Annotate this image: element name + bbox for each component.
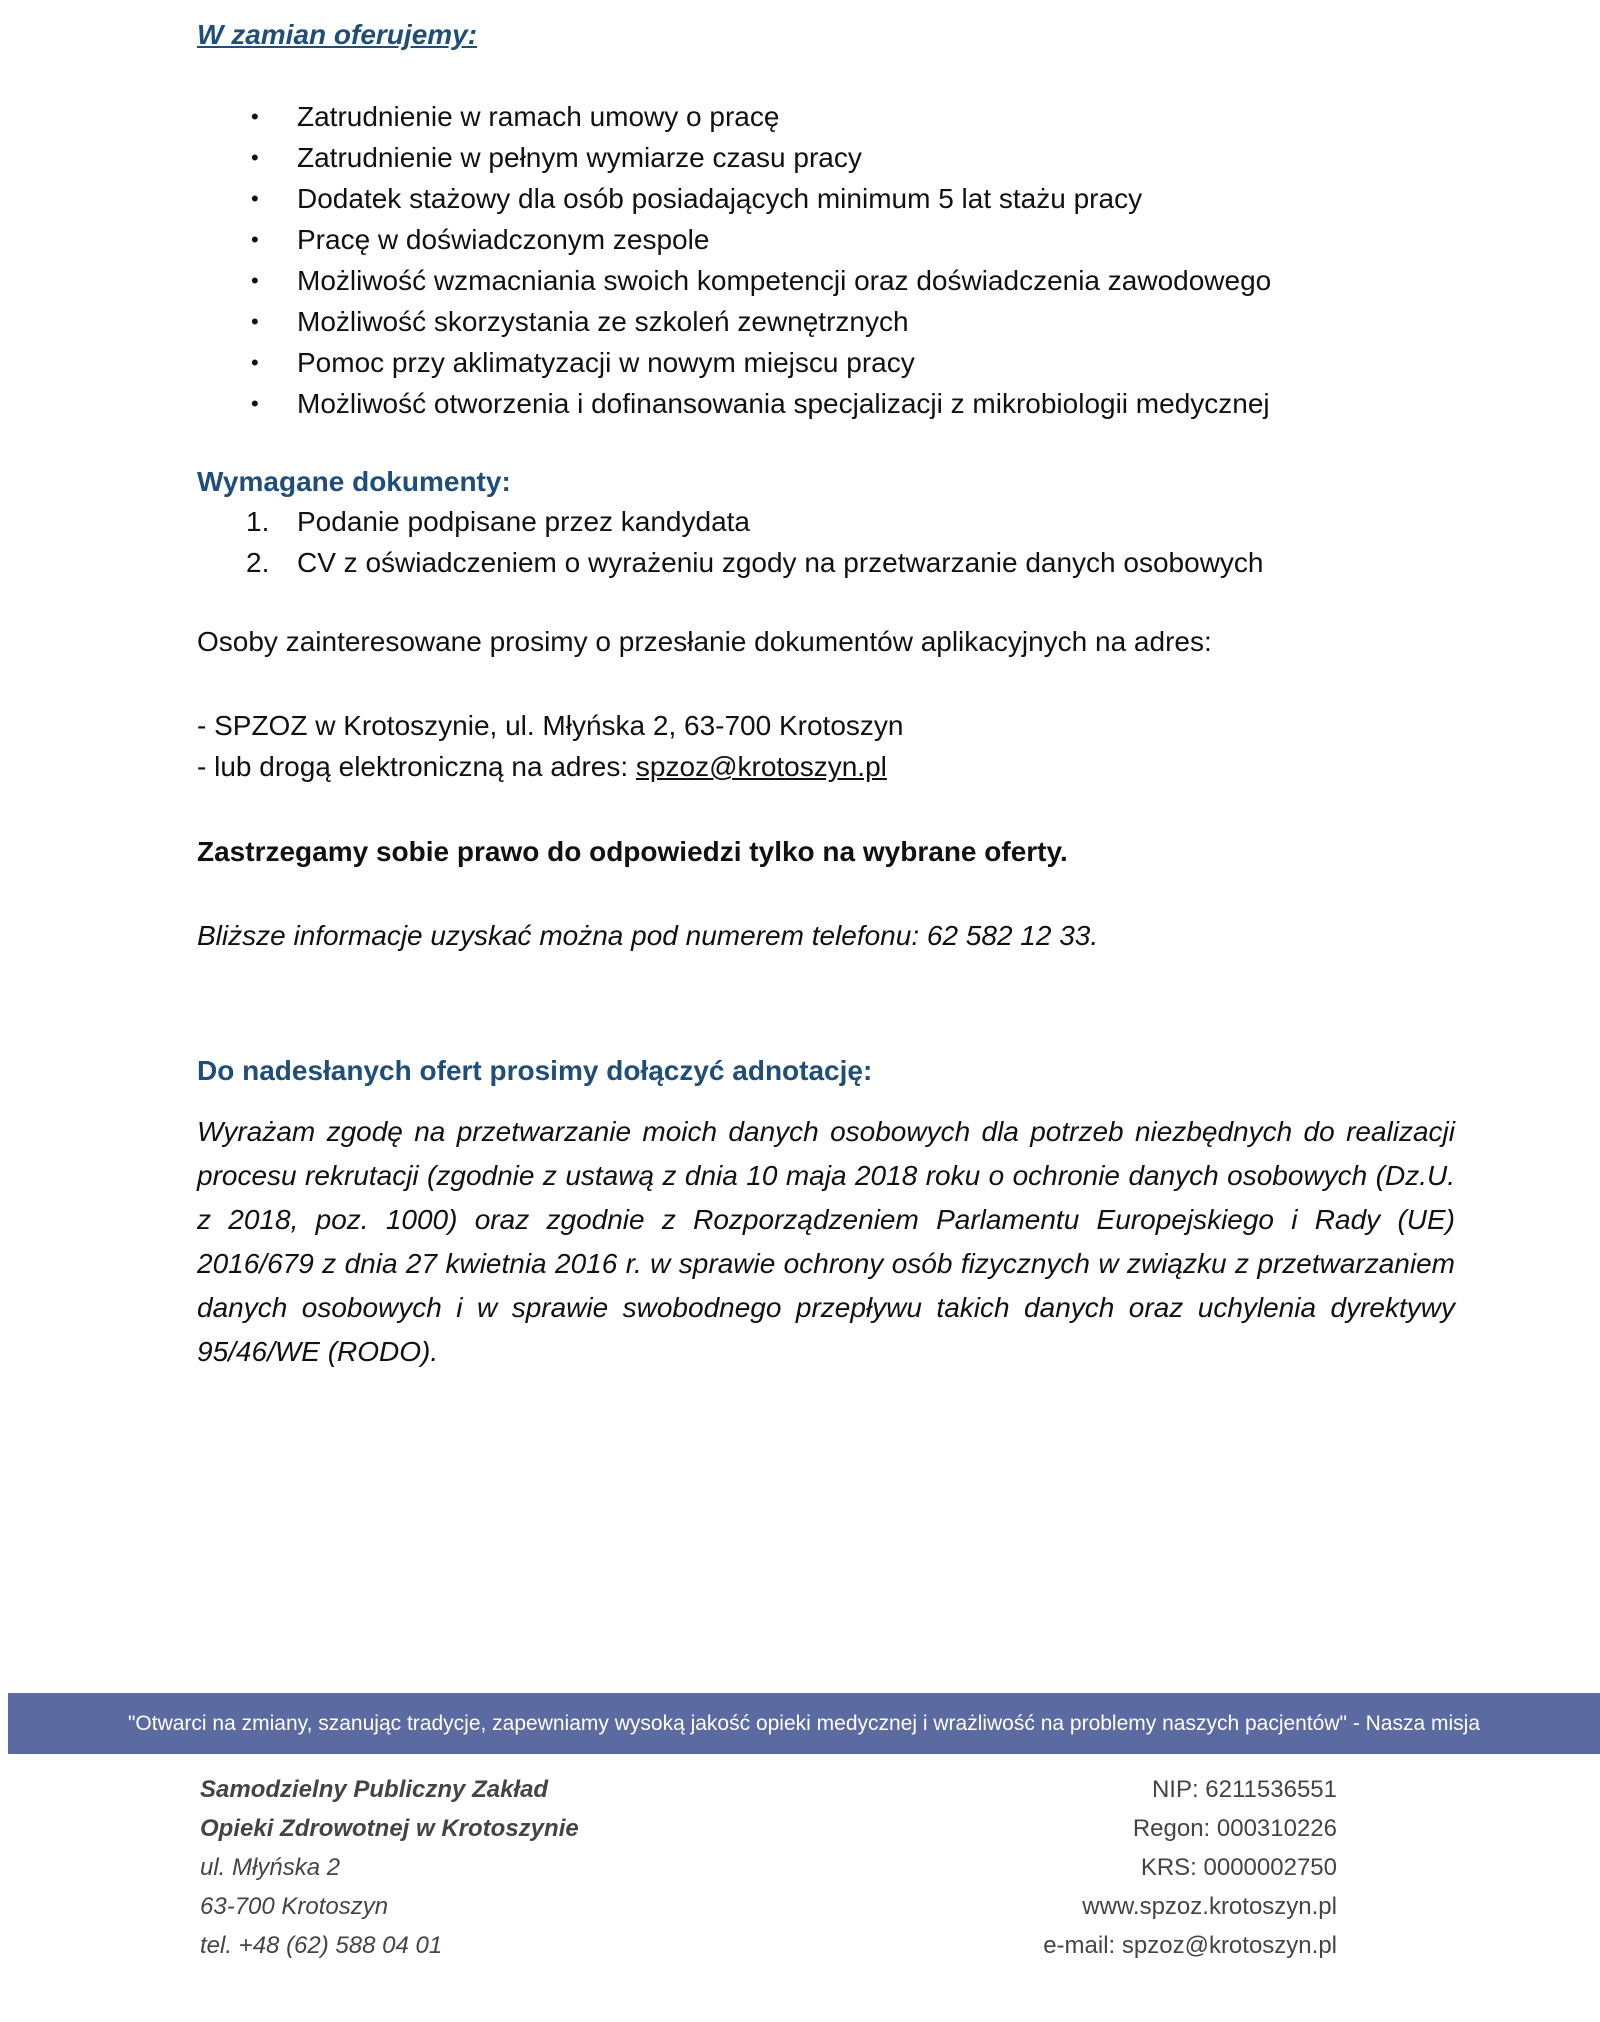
phone-info: Bliższe informacje uzyskać można pod numerem telefonu: 62 582 12 33. [197, 920, 1099, 951]
nip-number: NIP: 6211536551 [1151, 1776, 1337, 1803]
reserve-notice: Zastrzegamy sobie prawo do odpowiedzi tylko na wybrane oferty. [197, 836, 1068, 867]
item-number: 1. [246, 506, 270, 537]
document-text: Podanie podpisane przez kandydata [297, 506, 751, 537]
offer-text: Możliwość wzmacniania swoich kompetencji oraz doświadczenia zawodowego [297, 265, 1272, 296]
email-prefix: - lub drogą elektroniczną na adres: [197, 751, 636, 782]
list-item [0, 260, 1500, 301]
bullet-icon: • [251, 104, 259, 129]
bullet-icon: • [251, 268, 259, 293]
postal-address: - SPZOZ w Krotoszynie, ul. Młyńska 2, 63-700 Krotoszyn [197, 710, 904, 741]
documents-heading: Wymagane dokumenty: [197, 466, 511, 497]
offer-text: Dodatek stażowy dla osób posiadających minimum 5 lat stażu pracy [297, 183, 1143, 214]
item-number: 2. [246, 547, 270, 578]
offers-list [0, 96, 1500, 424]
list-item [0, 178, 1500, 219]
offers-heading: W zamian oferujemy: [197, 19, 478, 50]
org-city: 63-700 Krotoszyn [200, 1893, 389, 1920]
offer-text: Zatrudnienie w ramach umowy o pracę [297, 101, 780, 132]
annotation-heading: Do nadesłanych ofert prosimy dołączyć adnotację: [197, 1055, 873, 1086]
list-item [0, 219, 1500, 260]
mission-text: "Otwarci na zmiany, szanując tradycje, zapewniamy wysoką jakość opieki medycznej i wrażliwość na problemy naszych pacjentów" - Nasza misja [127, 1711, 1481, 1735]
application-intro: Osoby zainteresowane prosimy o przesłanie dokumentów aplikacyjnych na adres: [197, 626, 1212, 657]
consent-text: Wyrażam zgodę na przetwarzanie moich danych osobowych dla potrzeb niezbędnych do realizacji procesu rekrutacji (zgodnie z ustawą z dnia 10 maja 2018 roku o ochronie danych osobowych (Dz.U. z 2018, poz. 1000) oraz zgodnie z Rozporządzeniem Parlamentu Europejskiego i Rady (UE) 2016/679 z dnia 27 kwietnia 2016 r. w sprawie ochrony osób fizycznych w związku z przetwarzaniem danych osobowych i w sprawie swobodnego przepływu takich danych oraz uchylenia dyrektywy 95/46/WE (RODO). [197, 1116, 1455, 1367]
bullet-icon: • [251, 186, 259, 211]
list-item [0, 383, 1500, 424]
document-text: CV z oświadczeniem o wyrażeniu zgody na przetwarzanie danych osobowych [297, 547, 1264, 578]
website-link[interactable]: www.spzoz.krotoszyn.pl [1082, 1893, 1337, 1920]
regon-number: Regon: 000310226 [1132, 1815, 1337, 1842]
footer-registry-info [1043, 1770, 1337, 1965]
krs-number: KRS: 0000002750 [1140, 1854, 1337, 1881]
offer-text: Możliwość otworzenia i dofinansowania specjalizacji z mikrobiologii medycznej [297, 388, 1270, 419]
list-item [0, 501, 1500, 542]
bullet-icon: • [251, 309, 259, 334]
bullet-icon: • [251, 391, 259, 416]
list-item [0, 342, 1500, 383]
email-link[interactable]: spzoz@krotoszyn.pl [635, 751, 887, 782]
footer-email[interactable]: e-mail: spzoz@krotoszyn.pl [1043, 1932, 1337, 1959]
offer-text: Zatrudnienie w pełnym wymiarze czasu pracy [297, 142, 862, 173]
offer-text: Możliwość skorzystania ze szkoleń zewnętrznych [297, 306, 909, 337]
list-item [0, 137, 1500, 178]
bullet-icon: • [251, 350, 259, 375]
documents-list [0, 501, 1500, 583]
org-name-line1: Samodzielny Publiczny Zakład [200, 1776, 549, 1803]
list-item [0, 96, 1500, 137]
bullet-icon: • [251, 227, 259, 252]
offer-text: Pomoc przy aklimatyzacji w nowym miejscu pracy [297, 347, 915, 378]
list-item [0, 542, 1500, 583]
offer-text: Pracę w doświadczonym zespole [297, 224, 710, 255]
org-street: ul. Młyńska 2 [200, 1854, 341, 1881]
bullet-icon: • [251, 145, 259, 170]
email-address-line [197, 751, 887, 783]
org-phone: tel. +48 (62) 588 04 01 [200, 1932, 443, 1959]
org-name-line2: Opieki Zdrowotnej w Krotoszynie [200, 1815, 579, 1842]
footer-org-info [200, 1770, 579, 1965]
mission-banner [8, 1693, 1600, 1754]
list-item [0, 301, 1500, 342]
